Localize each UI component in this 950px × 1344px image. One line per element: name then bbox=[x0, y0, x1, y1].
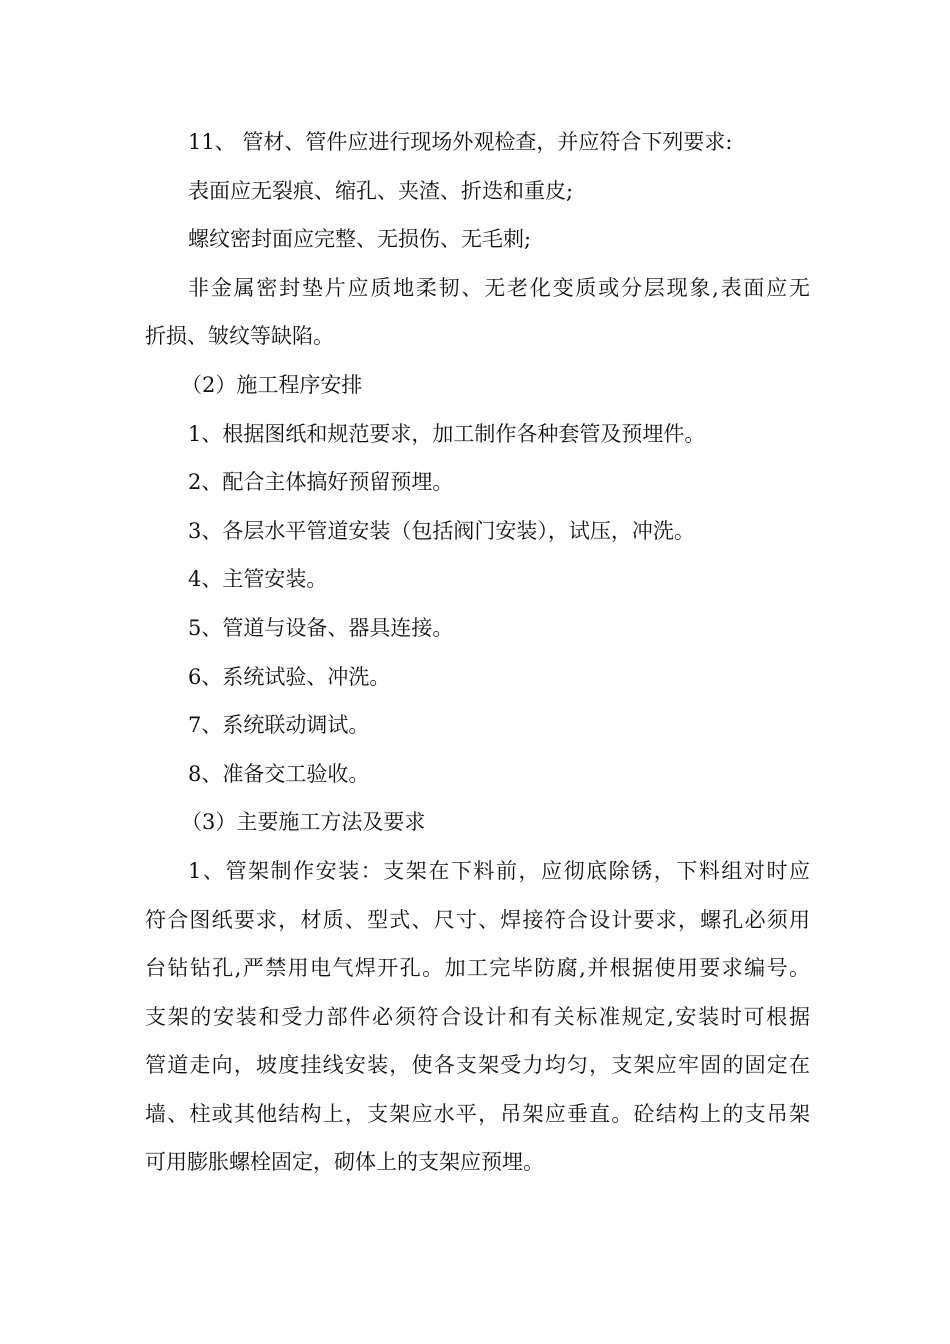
section-heading-3: （3）主要施工方法及要求 bbox=[181, 810, 426, 835]
step-1-paragraph: 1、根据图纸和规范要求，加工制作各种套管及预埋件。 bbox=[188, 421, 706, 446]
item-11-paragraph: 11、 管材、管件应进行现场外观检查，并应符合下列要求: bbox=[188, 130, 733, 154]
thread-requirement-paragraph: 螺纹密封面应完整、无损伤、无毛刺; bbox=[188, 227, 532, 252]
step-4-paragraph: 4、主管安装。 bbox=[188, 567, 328, 592]
step-6-paragraph: 6、系统试验、冲洗。 bbox=[188, 664, 391, 689]
document-body bbox=[145, 118, 810, 1187]
method-1-line-5: 管道走向，坡度挂线安装，使各支架受力均匀，支架应牢固的固定在 bbox=[145, 1053, 810, 1078]
section-heading-2: （2）施工程序安排 bbox=[181, 372, 363, 397]
method-1-line-2: 符合图纸要求，材质、型式、尺寸、焊接符合设计要求，螺孔必须用 bbox=[145, 907, 810, 932]
step-3-paragraph: 3、各层水平管道安装（包括阀门安装），试压，冲洗。 bbox=[188, 518, 695, 543]
step-5-paragraph: 5、管道与设备、器具连接。 bbox=[188, 615, 454, 640]
method-1-line-3: 台钻钻孔,严禁用电气焊开孔。加工完毕防腐,并根据使用要求编号。 bbox=[145, 956, 810, 981]
gasket-requirement-line-1: 非金属密封垫片应质地柔韧、无老化变质或分层现象,表面应无 bbox=[188, 275, 810, 300]
method-1-line-4: 支架的安装和受力部件必须符合设计和有关标准规定,安装时可根据 bbox=[145, 1004, 810, 1029]
method-1-line-6: 墙、柱或其他结构上，支架应水平，吊架应垂直。砼结构上的支吊架 bbox=[145, 1101, 810, 1126]
method-1-line-7: 可用膨胀螺栓固定，砌体上的支架应预埋。 bbox=[145, 1150, 544, 1175]
step-7-paragraph: 7、系统联动调试。 bbox=[188, 713, 370, 738]
step-2-paragraph: 2、配合主体搞好预留预埋。 bbox=[188, 470, 454, 495]
method-1-line-1: 1、管架制作安装：支架在下料前，应彻底除锈，下料组对时应 bbox=[188, 858, 810, 883]
gasket-requirement-line-2: 折损、皱纹等缺陷。 bbox=[145, 324, 334, 349]
step-8-paragraph: 8、准备交工验收。 bbox=[188, 761, 370, 786]
surface-requirement-paragraph: 表面应无裂痕、缩孔、夹渣、折迭和重皮; bbox=[188, 178, 574, 203]
